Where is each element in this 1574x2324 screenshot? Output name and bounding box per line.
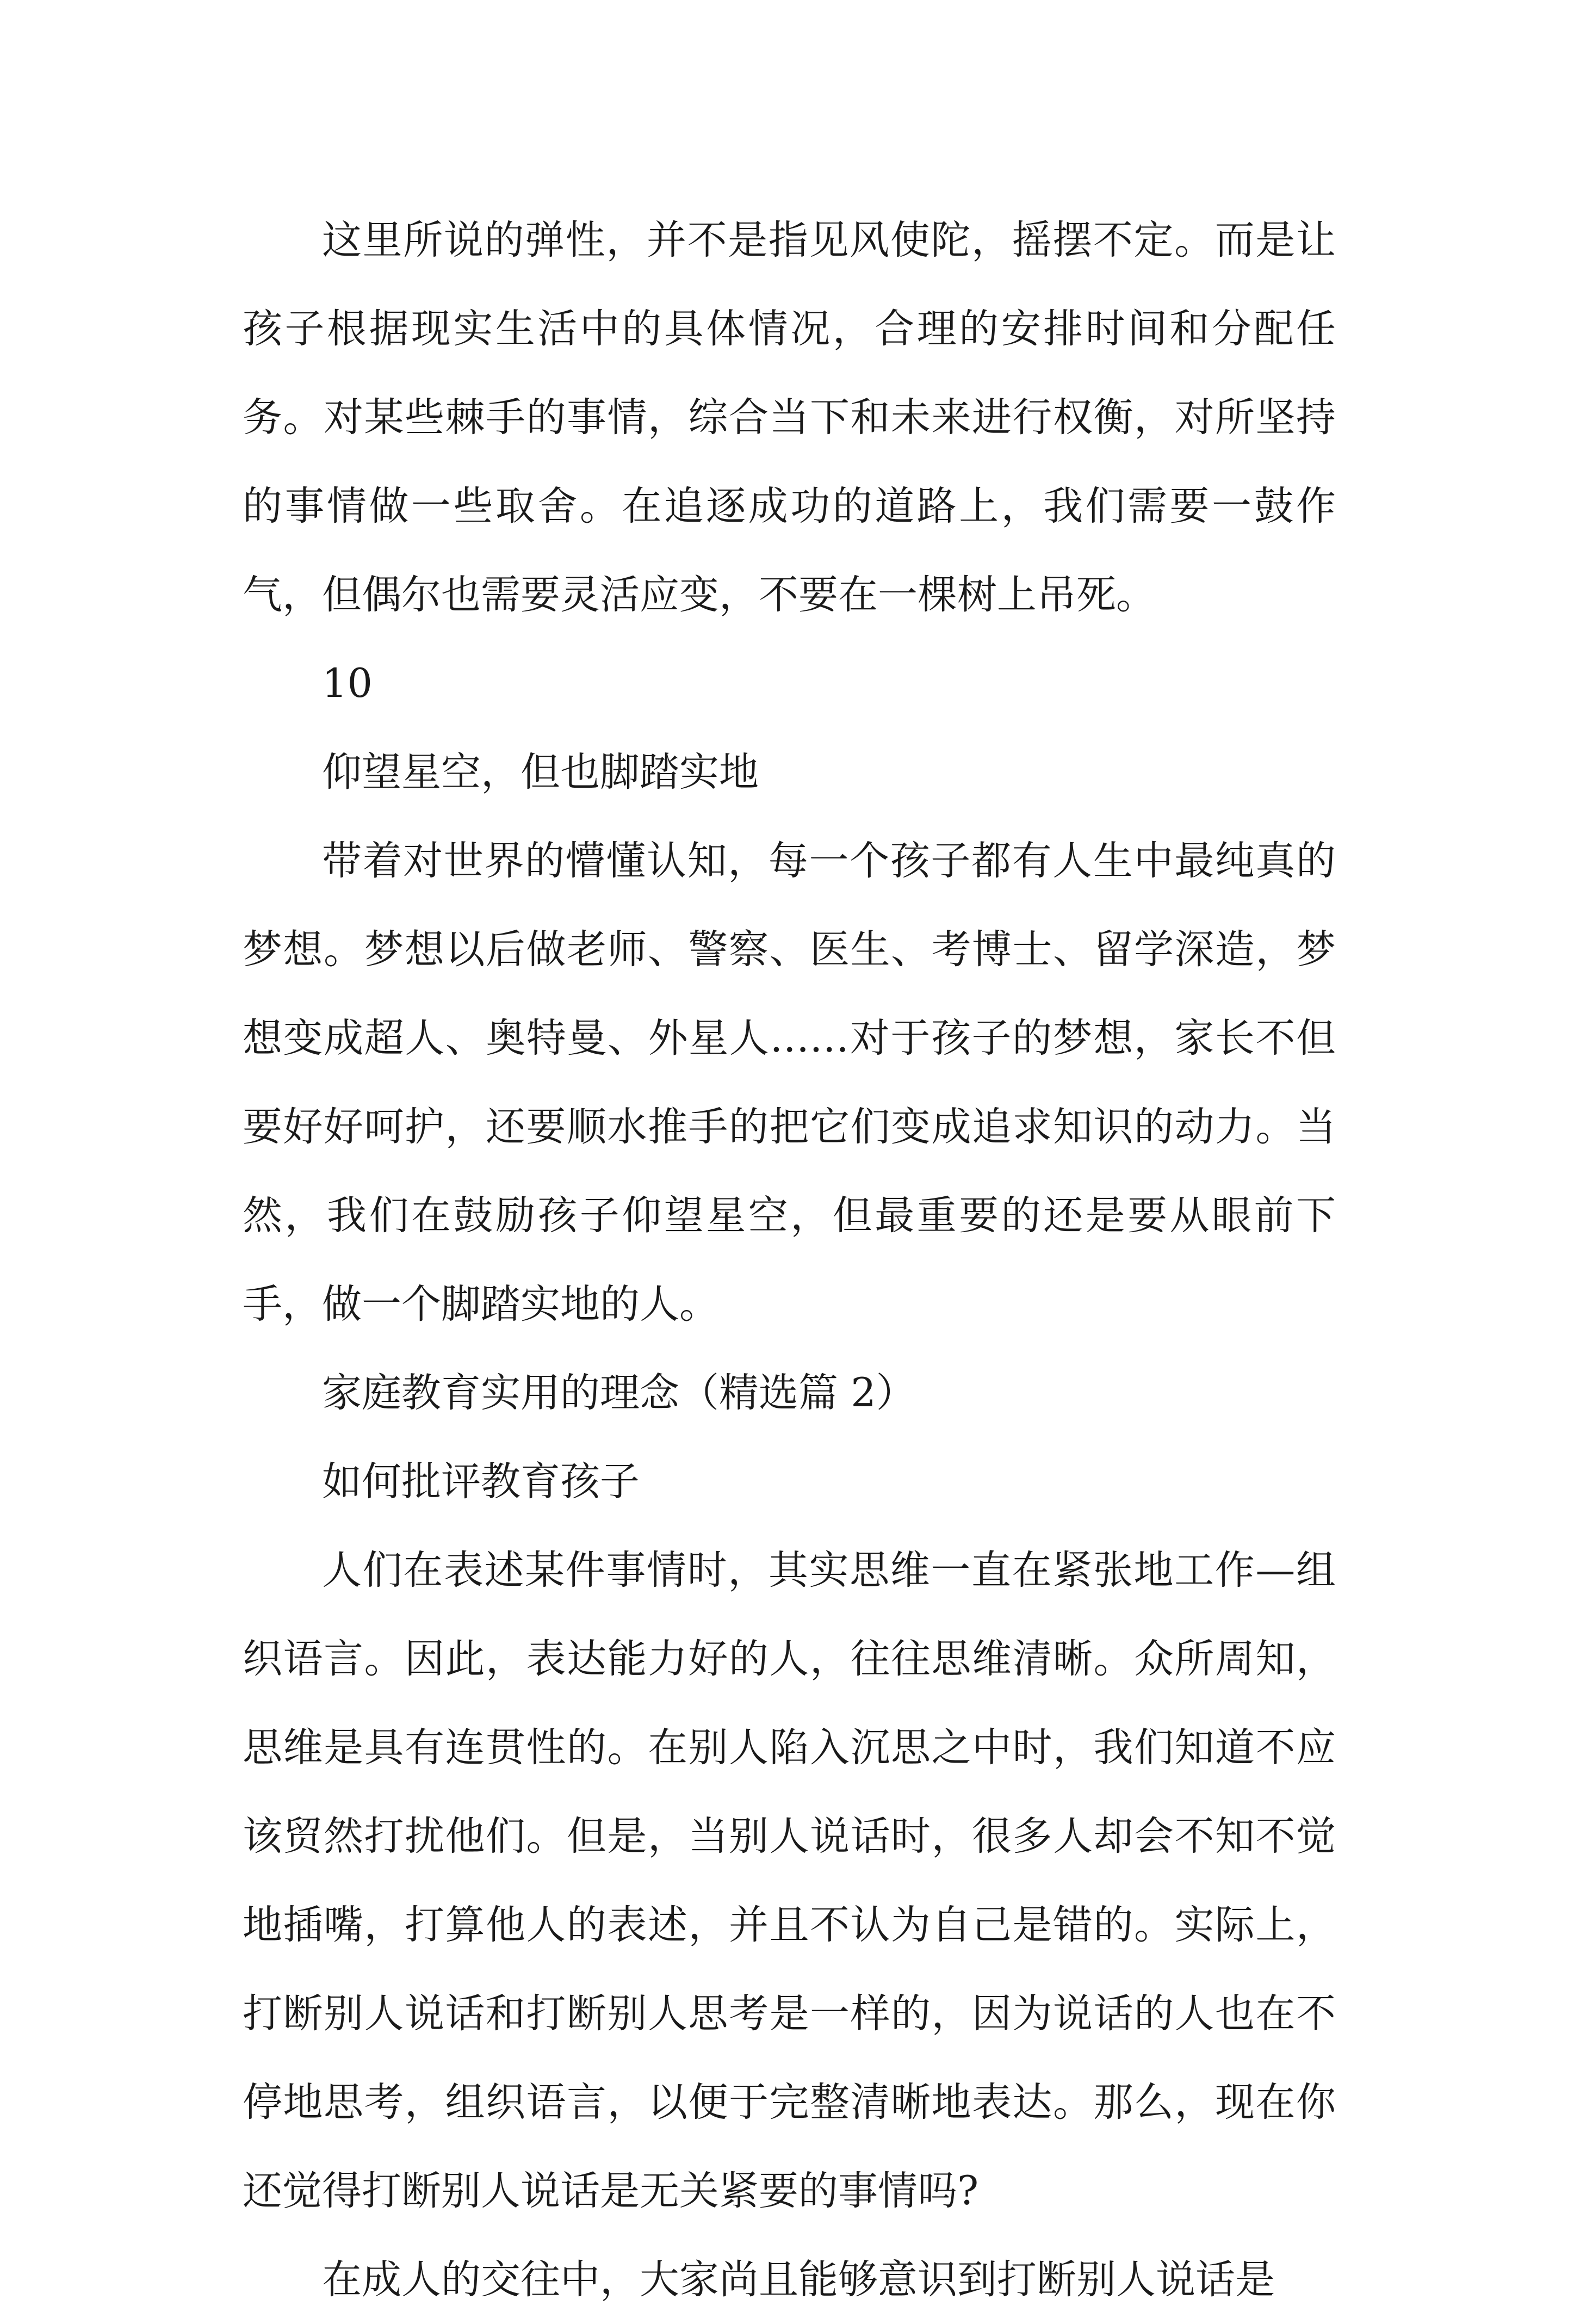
paragraph-interrupting: 人们在表述某件事情时，其实思维一直在紧张地工作—组织语言。因此，表达能力好的人，往往思维清晰。众所周知，思维是具有连贯性的。在别人陷入沉思之中时，我们知道不应该贸然打扰他们。但是，当别人说话时，很多人却会不知不觉地插嘴，打算他人的表述，并且不认为自己是错的。实际上，打断别人说话和打断别人思考是一样的，因为说话的人也在不停地思考，组织语言，以便于完整清晰地表达。那么，现在你还觉得打断别人说话是无关紧要的事情吗? xyxy=(243,1547,1336,2214)
section-title-criticism: 如何批评教育孩子 xyxy=(322,1458,640,1505)
paragraph-adults: 在成人的交往中，大家尚且能够意识到打断别人说话是 xyxy=(322,2257,1275,2303)
paragraph-flexibility: 这里所说的弹性，并不是指见风使陀，摇摆不定。而是让孩子根据现实生活中的具体情况，合理的安排时间和分配任务。对某些棘手的事情，综合当下和未来进行权衡，对所坚持的事情做一些取舍。在追逐成功的道路上，我们需要一鼓作气，但偶尔也需要灵活应变，不要在一棵树上吊死。 xyxy=(243,217,1336,618)
section-number: 10 xyxy=(322,660,373,707)
paragraph-dreams: 带着对世界的懵懂认知，每一个孩子都有人生中最纯真的梦想。梦想以后做老师、警察、医生、考博士、留学深造，梦想变成超人、奥特曼、外星人……对于孩子的梦想，家长不但要好好呵护，还要顺水推手的把它们变成追求知识的动力。当然，我们在鼓励孩子仰望星空，但最重要的还是要从眼前下手，做一个脚踏实地的人。 xyxy=(243,838,1336,1327)
article-title: 家庭教育实用的理念（精选篇 2） xyxy=(322,1370,916,1416)
section-title-stars: 仰望星空，但也脚踏实地 xyxy=(322,749,759,795)
document-body xyxy=(243,196,1336,2324)
